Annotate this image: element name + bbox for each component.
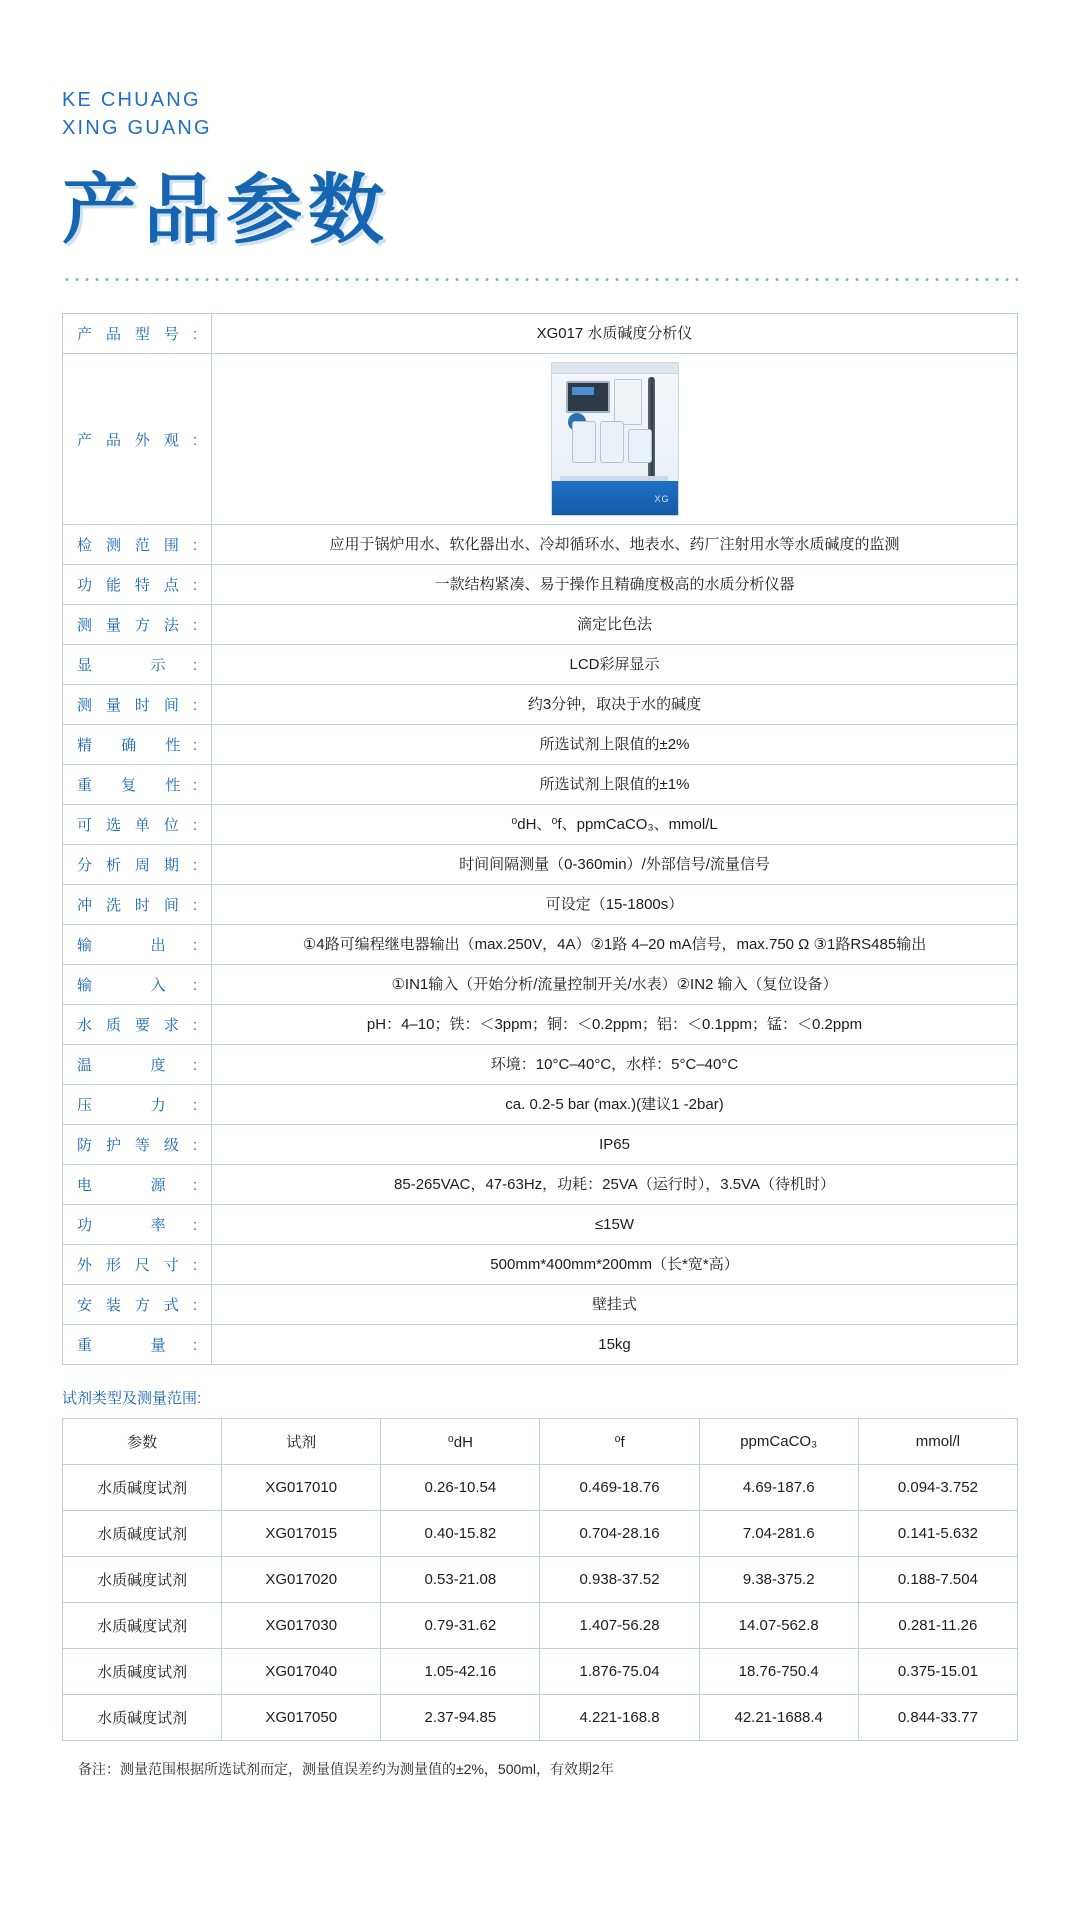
table-row — [63, 765, 1018, 805]
cell-f: 0.469-18.76 — [540, 1465, 699, 1511]
spec-value: ①4路可编程继电器输出（max.250V，4A）②1路 4–20 mA信号，max.750 Ω ③1路RS485输出 — [212, 925, 1018, 965]
table-row — [63, 1285, 1018, 1325]
spec-label: 产品外观: — [63, 354, 212, 525]
spec-label: 重 量: — [63, 1325, 212, 1365]
spec-value: 滴定比色法 — [212, 605, 1018, 645]
device-bottle — [600, 421, 624, 463]
spec-value: 可设定（15-1800s） — [212, 885, 1018, 925]
table-row — [63, 1205, 1018, 1245]
spec-label: 冲洗时间: — [63, 885, 212, 925]
brand-line-1: KE CHUANG — [62, 89, 201, 111]
spec-value-image — [212, 354, 1018, 525]
cell-reagent: XG017050 — [222, 1695, 381, 1741]
table-row — [63, 605, 1018, 645]
spec-value: pH：4–10；铁：＜3ppm；铜：＜0.2ppm；铝：＜0.1ppm；锰：＜0.2ppm — [212, 1005, 1018, 1045]
column-header: ⁰f — [540, 1419, 699, 1465]
cell-f: 4.221-168.8 — [540, 1695, 699, 1741]
table-row — [63, 925, 1018, 965]
specification-table — [62, 313, 1018, 1365]
spec-label: 产品型号: — [63, 314, 212, 354]
spec-label: 防护等级: — [63, 1125, 212, 1165]
cell-parameter: 水质碱度试剂 — [63, 1511, 222, 1557]
table-row — [63, 1125, 1018, 1165]
spec-value: 所选试剂上限值的±1% — [212, 765, 1018, 805]
table-row — [63, 1325, 1018, 1365]
cell-dh: 0.26-10.54 — [381, 1465, 540, 1511]
cell-parameter: 水质碱度试剂 — [63, 1465, 222, 1511]
table-row — [63, 685, 1018, 725]
reagent-section-heading: 试剂类型及测量范围: — [62, 1390, 202, 1407]
column-header: 参数 — [63, 1419, 222, 1465]
spec-label: 功 率: — [63, 1205, 212, 1245]
spec-value: 所选试剂上限值的±2% — [212, 725, 1018, 765]
dotted-divider — [62, 278, 1018, 281]
cell-f: 0.704-28.16 — [540, 1511, 699, 1557]
table-row — [63, 1557, 1018, 1603]
cell-parameter: 水质碱度试剂 — [63, 1603, 222, 1649]
device-bottle — [628, 429, 652, 463]
cell-dh: 0.53-21.08 — [381, 1557, 540, 1603]
spec-label: 可选单位: — [63, 805, 212, 845]
spec-label: 压 力: — [63, 1085, 212, 1125]
spec-label: 水质要求: — [63, 1005, 212, 1045]
spec-value: ①IN1输入（开始分析/流量控制开关/水表）②IN2 输入（复位设备） — [212, 965, 1018, 1005]
cell-f: 1.407-56.28 — [540, 1603, 699, 1649]
spec-value: 时间间隔测量（0-360min）/外部信号/流量信号 — [212, 845, 1018, 885]
table-row — [63, 1465, 1018, 1511]
spec-label: 测量方法: — [63, 605, 212, 645]
cell-reagent: XG017030 — [222, 1603, 381, 1649]
cell-parameter: 水质碱度试剂 — [63, 1695, 222, 1741]
cell-ppmcaco3: 9.38-375.2 — [699, 1557, 858, 1603]
spec-value: 85-265VAC，47-63Hz，功耗：25VA（运行时），3.5VA（待机时） — [212, 1165, 1018, 1205]
cell-ppmcaco3: 14.07-562.8 — [699, 1603, 858, 1649]
spec-label: 检测范围: — [63, 525, 212, 565]
cell-parameter: 水质碱度试剂 — [63, 1557, 222, 1603]
spec-value: 环境：10°C–40°C，水样：5°C–40°C — [212, 1045, 1018, 1085]
spec-value: ca. 0.2-5 bar (max.)(建议1 -2bar) — [212, 1085, 1018, 1125]
device-screen-icon — [566, 381, 610, 413]
device-module — [614, 379, 642, 425]
spec-value: 一款结构紧凑、易于操作且精确度极高的水质分析仪器 — [212, 565, 1018, 605]
table-row — [63, 805, 1018, 845]
cell-dh: 0.79-31.62 — [381, 1603, 540, 1649]
table-row — [63, 1511, 1018, 1557]
spec-label: 安装方式: — [63, 1285, 212, 1325]
spec-label: 温 度: — [63, 1045, 212, 1085]
table-row — [63, 1695, 1018, 1741]
column-header: mmol/l — [858, 1419, 1017, 1465]
reagent-range-table-body — [63, 1419, 1018, 1741]
spec-value: LCD彩屏显示 — [212, 645, 1018, 685]
cell-f: 1.876-75.04 — [540, 1649, 699, 1695]
footnote: 备注：测量范围根据所选试剂而定，测量值误差约为测量值的±2%，500ml，有效期2年 — [78, 1761, 614, 1777]
table-row — [63, 725, 1018, 765]
table-row — [63, 645, 1018, 685]
table-header-row — [63, 1419, 1018, 1465]
cell-dh: 0.40-15.82 — [381, 1511, 540, 1557]
spec-label: 功能特点: — [63, 565, 212, 605]
spec-label: 电 源: — [63, 1165, 212, 1205]
specification-table-body — [63, 314, 1018, 1365]
spec-value: 应用于锅炉用水、软化器出水、冷却循环水、地表水、药厂注射用水等水质碱度的监测 — [212, 525, 1018, 565]
spec-label: 显 示: — [63, 645, 212, 685]
spec-label: 输 入: — [63, 965, 212, 1005]
cell-ppmcaco3: 7.04-281.6 — [699, 1511, 858, 1557]
cell-mmol: 0.188-7.504 — [858, 1557, 1017, 1603]
table-row — [63, 1649, 1018, 1695]
device-top-bar — [552, 363, 678, 374]
spec-label: 精 确 性: — [63, 725, 212, 765]
spec-value: 约3分钟，取决于水的碱度 — [212, 685, 1018, 725]
table-row — [63, 354, 1018, 525]
spec-label: 测量时间: — [63, 685, 212, 725]
spec-value: IP65 — [212, 1125, 1018, 1165]
spec-value: 壁挂式 — [212, 1285, 1018, 1325]
spec-label: 重 复 性: — [63, 765, 212, 805]
table-row — [63, 965, 1018, 1005]
table-row — [63, 1005, 1018, 1045]
brand-name — [62, 0, 1018, 142]
spec-value: 15kg — [212, 1325, 1018, 1365]
table-row — [63, 1045, 1018, 1085]
table-row — [63, 885, 1018, 925]
spec-value: ⁰dH、⁰f、ppmCaCO₃、mmol/L — [212, 805, 1018, 845]
cell-mmol: 0.844-33.77 — [858, 1695, 1017, 1741]
spec-value: 500mm*400mm*200mm（长*宽*高） — [212, 1245, 1018, 1285]
cell-f: 0.938-37.52 — [540, 1557, 699, 1603]
column-header: ppmCaCO₃ — [699, 1419, 858, 1465]
brand-line-2: XING GUANG — [62, 117, 212, 139]
spec-value: XG017 水质碱度分析仪 — [212, 314, 1018, 354]
table-row — [63, 1165, 1018, 1205]
cell-ppmcaco3: 4.69-187.6 — [699, 1465, 858, 1511]
table-row — [63, 565, 1018, 605]
table-row — [63, 1245, 1018, 1285]
reagent-range-table — [62, 1418, 1018, 1741]
cell-reagent: XG017015 — [222, 1511, 381, 1557]
device-bottle — [572, 421, 596, 463]
table-row — [63, 1085, 1018, 1125]
spec-label: 输 出: — [63, 925, 212, 965]
page-title: 产品参数 — [62, 165, 390, 254]
table-row — [63, 525, 1018, 565]
table-row — [63, 314, 1018, 354]
cell-reagent: XG017040 — [222, 1649, 381, 1695]
cell-ppmcaco3: 18.76-750.4 — [699, 1649, 858, 1695]
cell-parameter: 水质碱度试剂 — [63, 1649, 222, 1695]
column-header: ⁰dH — [381, 1419, 540, 1465]
spec-label: 分析周期: — [63, 845, 212, 885]
table-row — [63, 1603, 1018, 1649]
cell-mmol: 0.141-5.632 — [858, 1511, 1017, 1557]
cell-dh: 1.05-42.16 — [381, 1649, 540, 1695]
cell-mmol: 0.375-15.01 — [858, 1649, 1017, 1695]
water-alkalinity-analyzer-photo — [551, 362, 679, 516]
cell-mmol: 0.094-3.752 — [858, 1465, 1017, 1511]
cell-dh: 2.37-94.85 — [381, 1695, 540, 1741]
table-row — [63, 845, 1018, 885]
cell-reagent: XG017010 — [222, 1465, 381, 1511]
spec-value: ≤15W — [212, 1205, 1018, 1245]
cell-reagent: XG017020 — [222, 1557, 381, 1603]
column-header: 试剂 — [222, 1419, 381, 1465]
spec-label: 外形尺寸: — [63, 1245, 212, 1285]
cell-ppmcaco3: 42.21-1688.4 — [699, 1695, 858, 1741]
cell-mmol: 0.281-11.26 — [858, 1603, 1017, 1649]
device-base — [552, 481, 678, 515]
